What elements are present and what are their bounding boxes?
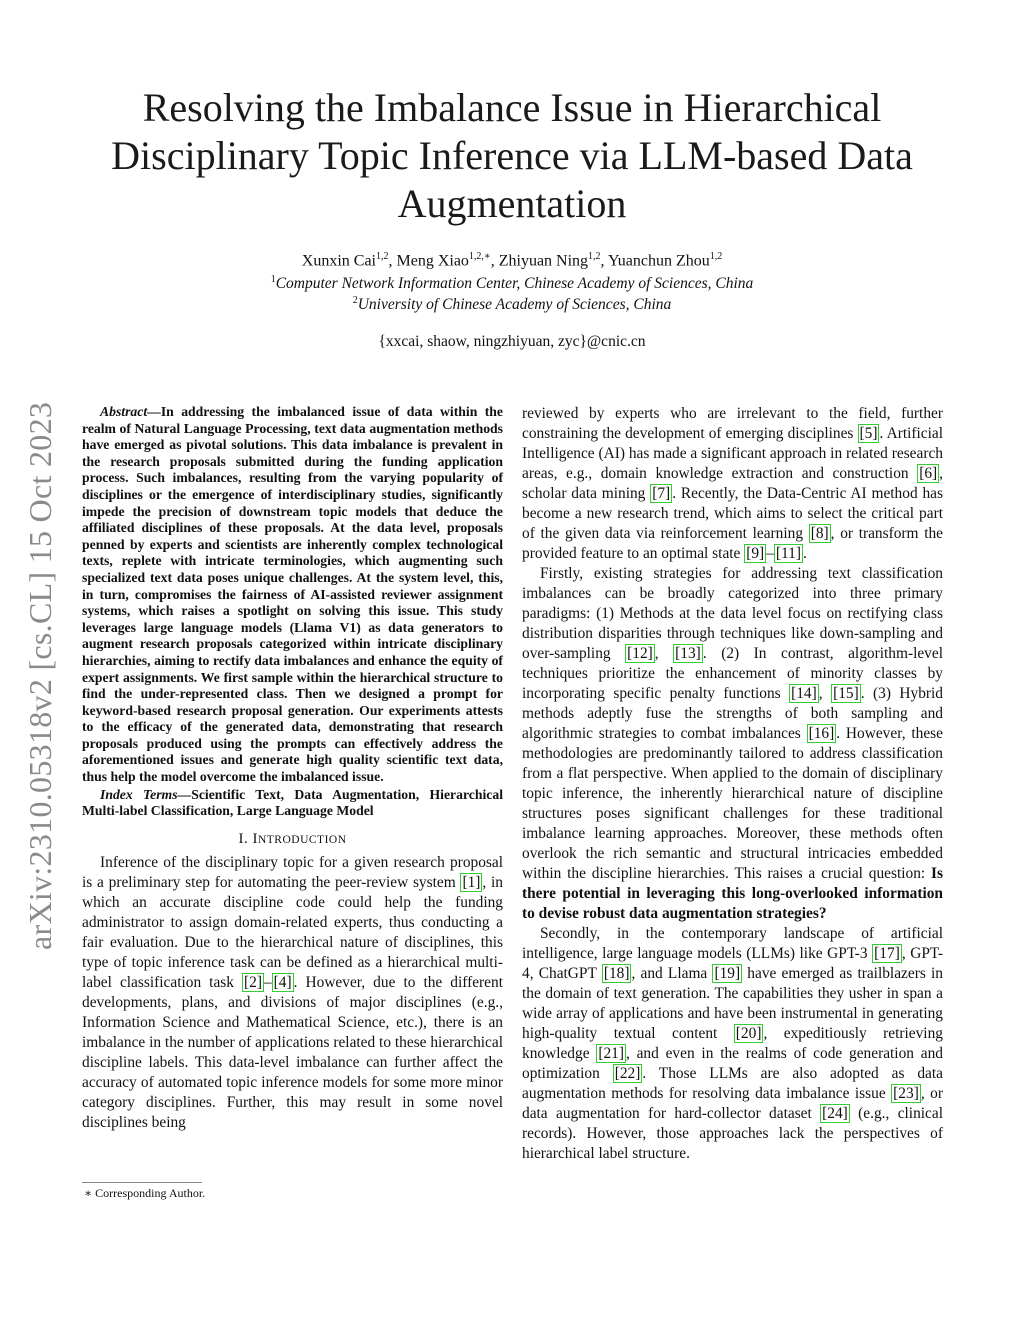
intro-paragraph-2 (522, 564, 943, 924)
arxiv-identifier: arXiv:2310.05318v2 [cs.CL] 15 Oct 2023 (22, 401, 58, 950)
text-run: , GPT-4, ChatGPT (522, 945, 943, 982)
text-run: , expeditiously retrieving knowledge (522, 1025, 943, 1062)
text-run: Firstly, existing strategies for addressing text classification imbalances can be broadly categorized into three primary paradigms: (1) Methods at the data level focus on rectifying class distribution disparities through techniques like down-sampling and over-sampling (522, 565, 943, 662)
paper-title: Resolving the Imbalance Issue in Hierarchical Disciplinary Topic Inference via LLM-based Data Augmentation (111, 85, 913, 226)
footnote: ∗ Corresponding Author. (84, 1186, 206, 1200)
citation-link[interactable]: [5] (859, 425, 878, 442)
abstract (82, 404, 503, 786)
text-run: . However, due to the different developments, plans, and divisions of major disciplines (e.g., Information Science and Mathematical Science, etc.), there is an imbalance in the number of applications related to these hierarchical discipline labels. This data-level imbalance can further affect the accuracy of automated topic inference models for some more minor category disciplines. Further, this may result in some novel disciplines being (82, 973, 503, 1131)
abstract-text: In addressing the imbalanced issue of data within the realm of Natural Language Processing, text data augmentation methods have emerged as pivotal solutions. This data imbalance is prevalent in the research proposals submitted during the funding application process. Such imbalances, resulting from the varying popularity of disciplines or the emergence of interdisciplinary studies, significantly impede the precision of downstream topic models that deduce the affiliated disciplines of these proposals. At the data level, proposals penned by experts and scientists are inherently complex technological texts, replete with intricate terminologies, which augmenting such specialized text data poses unique challenges. At the system level, this, in turn, compromises the fairness of AI-assisted reviewer assignment systems, which raises a spotlight on solving this issue. This study leverages large language models (Llama V1) as data generators to augment research proposals categorized within intricate disciplinary hierarchies, aiming to rectify data imbalances and enhance the equity of expert assignments. We first sample within the hierarchical structure to find the under-represented class. Then we designed a prompt for keyword-based research proposal generation. Our experiments attests to the efficacy of the generated data, demonstrating that research proposals produced using the prompts can effectively address the aforementioned issues and generate high quality scientific text data, thus help the model overcome the imbalanced issue. (82, 404, 503, 785)
text-run: (e.g., clinical records). However, those approaches lack the perspectives of hierarchical label structure. (522, 1105, 943, 1162)
text-run: Secondly, in the contemporary landscape of artificial intelligence, large language models (LLMs) like GPT-3 (522, 925, 943, 962)
author-affiliation-mark: 1,2,∗ (468, 251, 491, 262)
citation-link[interactable]: [4] (273, 973, 292, 991)
citation-link[interactable]: [11] (775, 545, 801, 562)
citation-link[interactable]: [9] (746, 545, 765, 562)
text-run: , or data augmentation for hard-collector dataset (522, 1085, 943, 1122)
citation-link[interactable]: [12] (627, 645, 653, 662)
text-run: , and even in the realms of code generation and optimization (522, 1045, 943, 1082)
text-run: . (3) Hybrid methods adeptly fuse the strengths of both sampling and algorithmic strategies to combat imbalances (522, 685, 943, 742)
author-name: Meng Xiao (396, 252, 469, 270)
citation-link[interactable]: [22] (614, 1065, 641, 1082)
citation-link[interactable]: [16] (808, 725, 835, 742)
citation-link[interactable]: [23] (893, 1085, 919, 1102)
abstract-label: Abstract— (100, 404, 161, 419)
affiliation-mark: 1 (270, 274, 276, 285)
text-run: Inference of the disciplinary topic for a given research proposal is a preliminary step for automating the peer-review system (82, 853, 503, 891)
author-separator: , (600, 252, 608, 270)
index-terms (82, 787, 503, 820)
text-run: , (818, 685, 832, 702)
author-affiliation-mark: 1,2 (588, 251, 601, 262)
text-run: , in which an accurate discipline code could help the funding administrator to assign domain-related experts, thus conducting a fair evaluation. Due to the hierarchical nature of disciplines, this type of topic inference task can be defined as a hierarchical multi-label classification task (82, 873, 504, 991)
citation-link[interactable]: [6] (919, 465, 938, 482)
citation-link[interactable]: [17] (874, 945, 900, 962)
author-affiliation-mark: 1,2 (375, 251, 389, 262)
author-emails: {xxcai, shaow, ningzhiyuan, zyc}@cnic.cn (378, 333, 646, 350)
text-run: . Recently, the Data-Centric AI method has become a new research trend, which aims to select the critical part of the given data via reinforcement learning (522, 485, 944, 542)
text-run: , or transform the provided feature to an optimal state (522, 525, 943, 562)
citation-link[interactable]: [8] (810, 525, 829, 542)
author-separator: , (490, 252, 499, 270)
text-run: , (654, 645, 674, 662)
citation-link[interactable]: [13] (675, 645, 701, 662)
section-heading-introduction: I. INTRODUCTION (238, 830, 347, 847)
left-column (82, 404, 503, 1133)
citation-link[interactable]: [15] (833, 685, 859, 702)
text-run: . (2) In contrast, algorithm-level techniques prioritize the enhancement of minority classes by incorporating specific penalty functions (522, 645, 943, 702)
intro-paragraph-3 (522, 924, 943, 1164)
text-run: – (263, 973, 272, 991)
text-run: , scholar data mining (522, 465, 943, 502)
affiliation-mark: 2 (352, 295, 358, 306)
affiliation-text: University of Chinese Academy of Sciences, China (357, 296, 672, 314)
intro-paragraph-1 (82, 853, 503, 1133)
index-terms-text: Scientific Text, Data Augmentation, Hierarchical Multi-label Classification, Large Language Model (82, 786, 503, 819)
key-question: Is there potential in leveraging this long-overlooked information to devise robust data augmentation strategies? (522, 865, 943, 922)
citation-link[interactable]: [19] (714, 965, 741, 982)
citation-link[interactable]: [1] (462, 873, 481, 891)
text-run: , and Llama (631, 965, 713, 982)
citation-link[interactable]: [21] (598, 1045, 624, 1062)
citation-link[interactable]: [2] (244, 973, 262, 991)
affiliation-text: Computer Network Information Center, Chinese Academy of Sciences, China (275, 275, 754, 293)
text-run: – (766, 545, 774, 562)
right-column (522, 404, 943, 1164)
citation-link[interactable]: [24] (822, 1105, 848, 1122)
text-run: reviewed by experts who are irrelevant to the field, further constraining the development of emerging disciplines (522, 405, 943, 442)
text-run: . Artificial Intelligence (AI) has made a significant approach in related research areas, e.g., domain knowledge extraction and construction (522, 425, 943, 482)
author-list (90, 246, 934, 272)
author-name: Xunxin Cai (301, 252, 376, 270)
text-run: have emerged as trailblazers in the domain of text generation. The capabilities they usher in span a wide array of applications and have been instrumental in generating high-quality textual content (522, 965, 943, 1042)
text-run: . Those LLMs are also adopted as data augmentation methods for resolving data imbalance issue (522, 1065, 943, 1102)
author-separator: , (388, 252, 397, 270)
affiliation-2 (90, 291, 934, 315)
index-terms-label: Index Terms— (100, 786, 192, 802)
citation-link[interactable]: [20] (735, 1025, 762, 1042)
citation-link[interactable]: [7] (652, 485, 671, 502)
footnote-divider (82, 1182, 202, 1183)
citation-link[interactable]: [14] (791, 685, 817, 702)
author-name: Yuanchun Zhou (607, 252, 710, 270)
text-run: . (802, 545, 807, 562)
intro-paragraph-1-continued (522, 404, 943, 564)
citation-link[interactable]: [18] (603, 965, 630, 982)
author-affiliation-mark: 1,2 (709, 251, 723, 262)
author-name: Zhiyuan Ning (498, 252, 589, 270)
text-run: . However, these methodologies are predominantly tailored to address classification from a flat perspective. When applied to the domain of disciplinary topic inference, the inherently hierarchical nature of discipline structures poses significant challenges for these traditional imbalance learning approaches. Moreover, these methods often overlook the rich semantic and structural intricacies embedded within the discipline hierarchies. This raises a crucial question: (522, 725, 943, 882)
